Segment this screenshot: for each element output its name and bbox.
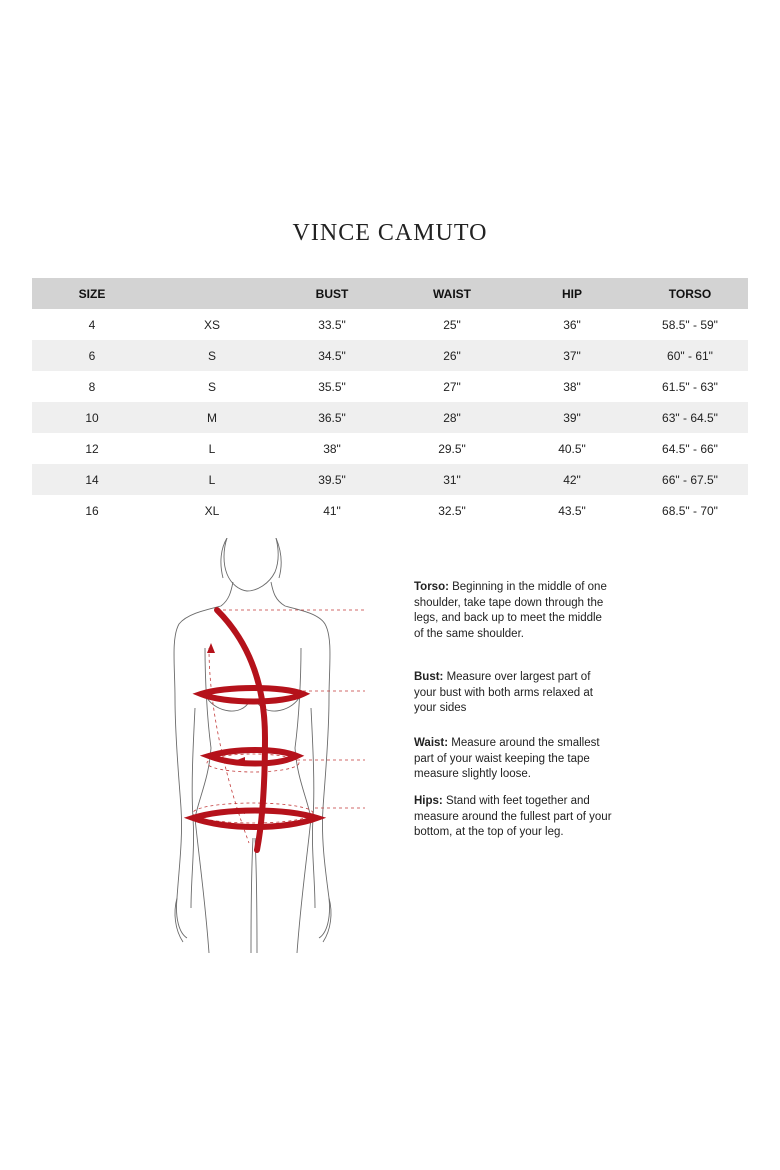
cell-torso: 64.5" - 66"	[662, 441, 718, 456]
cell-bust: 35.5"	[318, 379, 346, 394]
table-row	[32, 495, 748, 526]
hips-instruction	[414, 794, 614, 841]
cell-size: 6	[32, 340, 152, 371]
table-row	[32, 309, 748, 340]
header-size: SIZE	[32, 278, 152, 309]
header-hip: HIP	[512, 278, 632, 309]
cell-size: 4	[88, 317, 96, 332]
header-letter-size	[152, 278, 272, 309]
cell-letter-size: L	[208, 441, 216, 456]
waist-instruction	[414, 736, 614, 783]
body-outline	[174, 538, 331, 953]
cell-hip: 40.5"	[558, 441, 586, 456]
cell-letter-size: L	[152, 464, 272, 495]
cell-bust: 33.5"	[318, 317, 346, 332]
bust-text: Measure over largest part of your bust with both arms relaxed at your sides	[414, 671, 593, 714]
torso-label: Torso:	[414, 581, 449, 593]
cell-waist: 32.5"	[438, 503, 466, 518]
cell-hip: 39"	[512, 402, 632, 433]
cell-torso: 61.5" - 63"	[662, 379, 718, 394]
waist-text: Measure around the smallest part of your waist keeping the tape measure slightly loose.	[414, 737, 600, 780]
table-header-row	[32, 278, 748, 309]
cell-hip: 42"	[512, 464, 632, 495]
cell-size: 8	[88, 379, 96, 394]
header-waist: WAIST	[392, 278, 512, 309]
cell-waist: 29.5"	[438, 441, 466, 456]
brand-logo: VINCE CAMUTO	[292, 220, 488, 246]
cell-hip: 38"	[563, 379, 581, 394]
waist-label: Waist:	[414, 737, 449, 749]
cell-letter-size: M	[152, 402, 272, 433]
table-row	[32, 433, 748, 464]
cell-bust: 36.5"	[272, 402, 392, 433]
torso-instruction	[414, 580, 614, 642]
cell-hip: 36"	[563, 317, 581, 332]
size-chart-table	[32, 278, 748, 526]
cell-letter-size: S	[152, 340, 272, 371]
torso-text: Beginning in the middle of one shoulder, take tape down through the legs, and back up to meet the middle of the same shoulder.	[414, 581, 607, 640]
hips-label: Hips:	[414, 795, 443, 807]
cell-bust: 34.5"	[272, 340, 392, 371]
cell-size: 12	[85, 441, 99, 456]
hips-text: Stand with feet together and measure around the fullest part of your bottom, at the top of your leg.	[414, 795, 612, 838]
table-row	[32, 340, 748, 371]
cell-waist: 28"	[392, 402, 512, 433]
cell-torso: 68.5" - 70"	[662, 503, 718, 518]
cell-waist: 26"	[392, 340, 512, 371]
cell-bust: 41"	[323, 503, 341, 518]
table-row	[32, 402, 748, 433]
cell-bust: 39.5"	[272, 464, 392, 495]
cell-torso: 66" - 67.5"	[632, 464, 748, 495]
cell-waist: 31"	[392, 464, 512, 495]
cell-bust: 38"	[323, 441, 341, 456]
table-row	[32, 371, 748, 402]
cell-size: 10	[32, 402, 152, 433]
cell-letter-size: XL	[204, 503, 220, 518]
header-bust: BUST	[272, 278, 392, 309]
cell-letter-size: S	[207, 379, 216, 394]
bust-instruction	[414, 670, 614, 717]
cell-size: 14	[32, 464, 152, 495]
cell-torso: 63" - 64.5"	[632, 402, 748, 433]
cell-torso: 60" - 61"	[632, 340, 748, 371]
cell-hip: 37"	[512, 340, 632, 371]
cell-waist: 27"	[443, 379, 461, 394]
table-row	[32, 464, 748, 495]
cell-torso: 58.5" - 59"	[662, 317, 718, 332]
cell-size: 16	[85, 503, 99, 518]
bust-label: Bust:	[414, 671, 444, 683]
dashed-guides	[193, 610, 365, 843]
cell-hip: 43.5"	[558, 503, 586, 518]
body-measurement-figure	[165, 538, 365, 953]
cell-letter-size: XS	[203, 317, 220, 332]
header-torso: TORSO	[632, 278, 748, 309]
arrow-icon	[207, 643, 245, 814]
cell-waist: 25"	[443, 317, 461, 332]
